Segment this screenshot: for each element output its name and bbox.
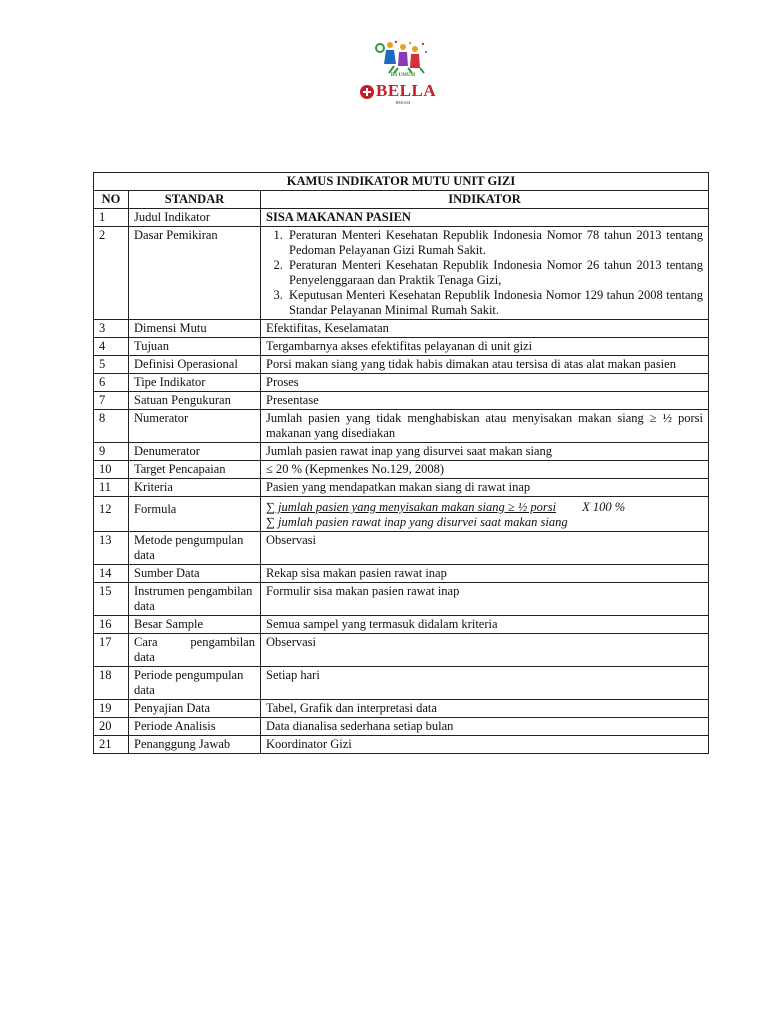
row-no: 3 — [94, 320, 129, 338]
table-title-row — [94, 173, 709, 191]
row-standar: Periode Analisis — [129, 718, 261, 736]
row-no: 18 — [94, 667, 129, 700]
table-row — [94, 443, 709, 461]
row-indikator: Efektifitas, Keselamatan — [261, 320, 709, 338]
row-indikator: Tabel, Grafik dan interpretasi data — [261, 700, 709, 718]
table-row — [94, 374, 709, 392]
row-indikator: Formulir sisa makan pasien rawat inap — [261, 583, 709, 616]
row-standar: Denumerator — [129, 443, 261, 461]
row-standar: Penanggung Jawab — [129, 736, 261, 754]
row-indikator: SISA MAKANAN PASIEN — [261, 209, 709, 227]
legal-basis-list — [266, 228, 703, 318]
row-indikator: Observasi — [261, 634, 709, 667]
row-standar: Sumber Data — [129, 565, 261, 583]
table-row — [94, 634, 709, 667]
row-no: 8 — [94, 410, 129, 443]
row-standar — [129, 634, 261, 667]
formula-denominator: ∑ jumlah pasien rawat inap yang disurvei saat makan siang — [266, 515, 568, 529]
row-standar: Target Pencapaian — [129, 461, 261, 479]
row-no: 2 — [94, 227, 129, 320]
formula-cell — [261, 497, 709, 532]
row-standar: Metode pengumpulan data — [129, 532, 261, 565]
row-indikator: Setiap hari — [261, 667, 709, 700]
row-no: 20 — [94, 718, 129, 736]
table-row — [94, 565, 709, 583]
row-indikator: Jumlah pasien rawat inap yang disurvei saat makan siang — [261, 443, 709, 461]
table-row — [94, 667, 709, 700]
row-standar: Periode pengumpulan data — [129, 667, 261, 700]
row-standar: Dimensi Mutu — [129, 320, 261, 338]
children-figures-icon — [374, 40, 432, 74]
row-indikator: Observasi — [261, 532, 709, 565]
row-indikator: Semua sampel yang termasuk didalam kriteria — [261, 616, 709, 634]
formula-numerator: ∑ jumlah pasien yang menyisakan makan siang ≥ ½ porsi — [266, 500, 557, 514]
row-standar: Tipe Indikator — [129, 374, 261, 392]
table-row — [94, 356, 709, 374]
row-no: 11 — [94, 479, 129, 497]
formula-multiplier: X 100 % — [582, 500, 626, 514]
table-row — [94, 338, 709, 356]
table-row — [94, 497, 709, 532]
header-no: NO — [94, 191, 129, 209]
row-no: 7 — [94, 392, 129, 410]
standar-part: data — [134, 650, 155, 664]
medical-cross-icon — [360, 85, 374, 99]
row-indikator: Tergambarnya akses efektifitas pelayanan di unit gizi — [261, 338, 709, 356]
row-standar: Definisi Operasional — [129, 356, 261, 374]
row-no: 13 — [94, 532, 129, 565]
row-standar: Kriteria — [129, 479, 261, 497]
table-row — [94, 532, 709, 565]
standar-part: pengambilan — [190, 635, 255, 649]
logo-rs-umum: RS UMUM — [390, 73, 416, 78]
list-item: 3. Keputusan Menteri Kesehatan Republik Indonesia Nomor 129 tahun 2008 tentang Standar Pelayanan Minimal Rumah Sakit. — [286, 288, 703, 318]
table-row — [94, 583, 709, 616]
row-indikator: Data dianalisa sederhana setiap bulan — [261, 718, 709, 736]
row-standar: Instrumen pengambilan data — [129, 583, 261, 616]
header-indikator: INDIKATOR — [261, 191, 709, 209]
row-indikator: Porsi makan siang yang tidak habis dimakan atau tersisa di atas alat makan pasien — [261, 356, 709, 374]
table-row — [94, 736, 709, 754]
row-no: 5 — [94, 356, 129, 374]
table-title: KAMUS INDIKATOR MUTU UNIT GIZI — [94, 173, 709, 191]
row-no: 17 — [94, 634, 129, 667]
row-indikator: Pasien yang mendapatkan makan siang di rawat inap — [261, 479, 709, 497]
row-no: 19 — [94, 700, 129, 718]
row-no: 14 — [94, 565, 129, 583]
row-no: 21 — [94, 736, 129, 754]
row-indikator: Rekap sisa makan pasien rawat inap — [261, 565, 709, 583]
indicator-table — [93, 172, 709, 754]
header-standar: STANDAR — [129, 191, 261, 209]
hospital-logo — [356, 40, 450, 108]
row-no: 6 — [94, 374, 129, 392]
table-row — [94, 392, 709, 410]
row-standar: Dasar Pemikiran — [129, 227, 261, 320]
row-no: 16 — [94, 616, 129, 634]
table-row — [94, 616, 709, 634]
standar-part: Cara — [134, 635, 158, 649]
row-standar: Satuan Pengukuran — [129, 392, 261, 410]
row-standar: Besar Sample — [129, 616, 261, 634]
row-no: 1 — [94, 209, 129, 227]
logo-name: BELLA — [376, 81, 437, 100]
list-item: 1. Peraturan Menteri Kesehatan Republik Indonesia Nomor 78 tahun 2013 tentang Pedoman Pelayanan Gizi Rumah Sakit. — [286, 228, 703, 258]
table-row — [94, 320, 709, 338]
row-indikator — [261, 227, 709, 320]
list-item: 2. Peraturan Menteri Kesehatan Republik Indonesia Nomor 26 tahun 2013 tentang Penyelenggaraan dan Praktik Tenaga Gizi, — [286, 258, 703, 288]
table-row — [94, 718, 709, 736]
table-row — [94, 461, 709, 479]
row-indikator: ≤ 20 % (Kepmenkes No.129, 2008) — [261, 461, 709, 479]
row-standar: Penyajian Data — [129, 700, 261, 718]
row-indikator: Koordinator Gizi — [261, 736, 709, 754]
row-standar: Judul Indikator — [129, 209, 261, 227]
table-row — [94, 410, 709, 443]
row-indikator: Presentase — [261, 392, 709, 410]
table-row — [94, 700, 709, 718]
table-header-row — [94, 191, 709, 209]
table-row — [94, 227, 709, 320]
row-no: 9 — [94, 443, 129, 461]
row-no: 12 — [94, 497, 129, 532]
row-no: 4 — [94, 338, 129, 356]
row-standar: Formula — [129, 497, 261, 532]
row-no: 10 — [94, 461, 129, 479]
row-indikator: Jumlah pasien yang tidak menghabiskan atau menyisakan makan siang ≥ ½ porsi makanan yang disediakan — [261, 410, 709, 443]
logo-city: BEKASI — [395, 100, 411, 105]
row-indikator: Proses — [261, 374, 709, 392]
table-row — [94, 479, 709, 497]
row-no: 15 — [94, 583, 129, 616]
table-row — [94, 209, 709, 227]
row-standar: Tujuan — [129, 338, 261, 356]
row-standar: Numerator — [129, 410, 261, 443]
